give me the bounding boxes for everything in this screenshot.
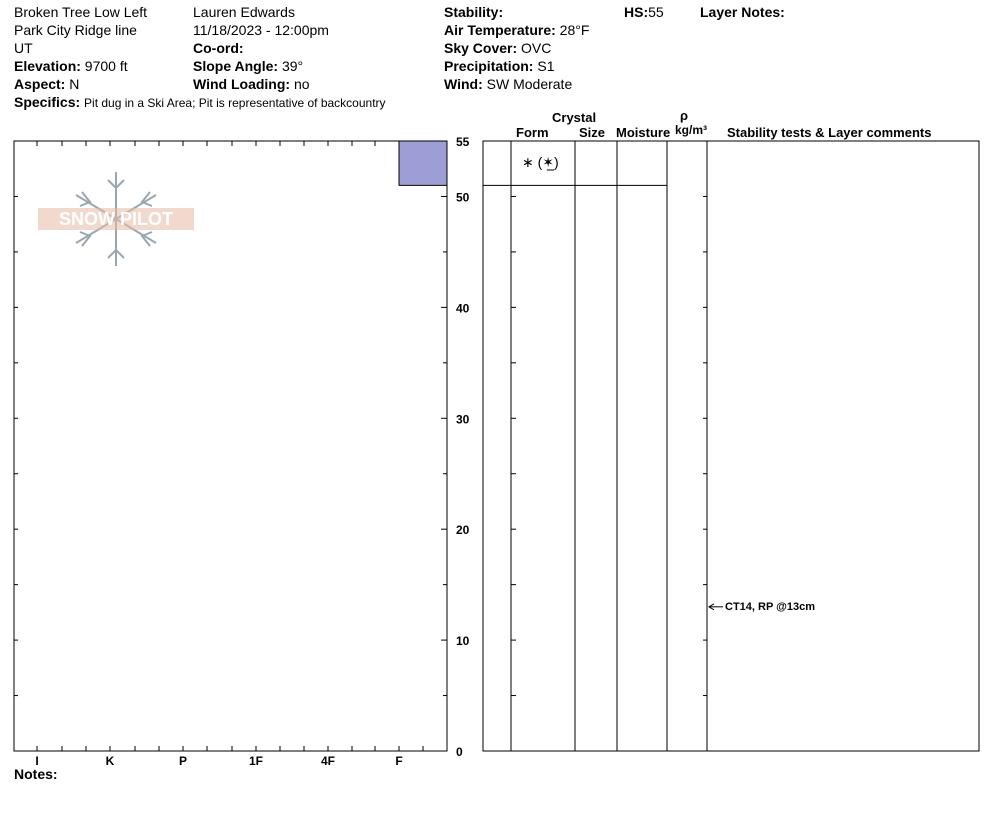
layer-notes-label: Layer Notes: (700, 4, 785, 20)
wind-loading-value: no (293, 76, 310, 92)
air-temp-value: 28°F (559, 22, 590, 38)
crystal-header: Crystal (552, 110, 597, 125)
hardness-label-P: P (178, 754, 188, 768)
hardness-label-1F: 1F (248, 754, 264, 768)
depth-label-55: 55 (456, 135, 470, 149)
wind-loading-label: Wind Loading: (193, 76, 291, 92)
wind-label: Wind: (444, 76, 483, 92)
hardness-label-F: F (395, 754, 403, 768)
location-name: Broken Tree Low Left (14, 4, 148, 20)
stability-label: Stability: (444, 4, 504, 20)
form-header: Form (516, 125, 549, 140)
sky-cover-value: OVC (521, 40, 552, 56)
layer-hardness-bar (399, 141, 447, 185)
depth-label-50: 50 (456, 190, 470, 205)
logo-text: SNOW PILOT (38, 208, 194, 230)
sky-cover-label: Sky Cover: (444, 40, 518, 56)
elevation-value: 9700 ft (84, 58, 128, 74)
depth-label-20: 20 (456, 523, 470, 538)
rho-header: ρ (680, 108, 689, 123)
hardness-label-I: I (35, 754, 39, 768)
size-header: Size (579, 125, 606, 140)
comments-header: Stability tests & Layer comments (727, 125, 932, 140)
hardness-label-4F: 4F (320, 754, 336, 768)
observer-name: Lauren Edwards (193, 4, 295, 20)
hardness-label-K: K (105, 754, 115, 768)
slope-label: Slope Angle: (193, 58, 279, 74)
density-unit-header: kg/m³ (675, 123, 708, 137)
moisture-header: Moisture (616, 125, 671, 140)
range-name: Park City Ridge line (14, 22, 137, 38)
elevation-label: Elevation: (14, 58, 81, 74)
precip-label: Precipitation: (444, 58, 534, 74)
stability-test-label: CT14, RP @13cm (725, 600, 816, 613)
depth-label-40: 40 (456, 301, 470, 316)
notes-label: Notes: (14, 766, 58, 782)
coord-label: Co-ord: (193, 40, 244, 56)
aspect-value: N (69, 76, 80, 92)
hs-label: HS: (624, 4, 649, 20)
depth-label-0: 0 (456, 745, 463, 759)
layer-form-symbols: ∗ (✶̲) (522, 154, 559, 171)
hs-value: 55 (648, 4, 664, 20)
precip-value: S1 (537, 58, 555, 74)
hardness-panel-frame (14, 141, 447, 751)
observation-datetime: 11/18/2023 - 12:00pm (193, 22, 329, 38)
aspect-label: Aspect: (14, 76, 66, 92)
layer-table-frame (483, 141, 979, 751)
wind-value: SW Moderate (486, 76, 573, 92)
specifics-label: Specifics: (14, 94, 81, 110)
state-name: UT (14, 40, 33, 56)
depth-label-10: 10 (456, 634, 470, 649)
air-temp-label: Air Temperature: (444, 22, 556, 38)
specifics-value: Pit dug in a Ski Area; Pit is representative of backcountry (84, 96, 386, 110)
slope-value: 39° (281, 58, 304, 74)
depth-label-30: 30 (456, 412, 470, 427)
